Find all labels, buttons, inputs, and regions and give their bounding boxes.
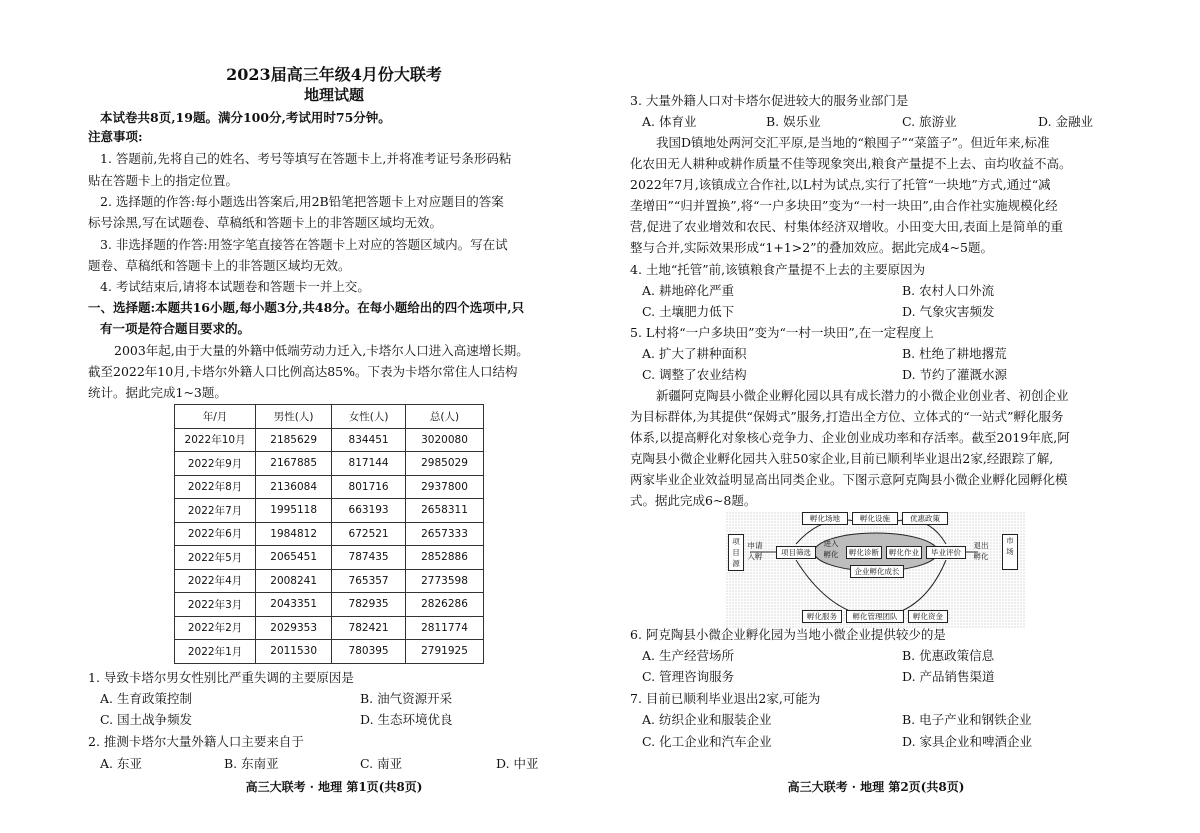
table-cell: 2022年5月 [175,546,256,570]
option-6d: D. 产品销售渠道 [902,669,995,684]
option-1a: A. 生育政策控制 [100,691,192,706]
option-4b: B. 农村人口外流 [902,283,995,298]
table-cell: 2985029 [406,452,484,476]
question-7-stem: 7. 目前已顺利毕业退出2家,可能为 [630,691,821,706]
table-row [175,428,484,452]
section-heading-cont: 有一项是符合题目要求的。 [100,321,251,336]
option-4c: C. 土壤肥力低下 [642,304,735,319]
option-3d: D. 金融业 [1038,114,1094,129]
table-cell: 1984812 [256,522,332,546]
table-cell: 2022年6月 [175,522,256,546]
page-2-footer: 高三大联考 · 地理 第2页(共8页) [787,780,965,794]
table-row [175,593,484,617]
table-row [175,569,484,593]
option-1c: C. 国土战争频发 [100,712,193,727]
option-5d: D. 节约了灌溉水源 [902,367,1008,382]
question-2-stem: 2. 推测卡塔尔大量外籍人口主要来自于 [88,734,304,749]
box-incubation-facilities: 孵化设施 [852,512,898,525]
option-5c: C. 调整了农业结构 [642,367,747,382]
notice-line: 4. 考试结束后,请将本试题卷和答题卡一并上交。 [100,279,370,294]
question-3-stem: 3. 大量外籍人口对卡塔尔促进较大的服务业部门是 [630,93,909,108]
table-header-row [175,405,484,429]
option-6b: B. 优惠政策信息 [902,648,995,663]
table-cell: 2826286 [406,593,484,617]
option-6c: C. 管理咨询服务 [642,669,735,684]
exam-subject: 地理试题 [303,86,364,104]
option-5a: A. 扩大了耕种面积 [642,346,747,361]
page-1-footer: 高三大联考 · 地理 第1页(共8页) [245,780,423,794]
table-cell: 2029353 [256,616,332,640]
passage-line: 截至2022年10月,卡塔尔外籍人口比例高达85%。下表为卡塔尔常住人口结构 [88,364,518,379]
passage-line: 我国D镇地处两河交汇平原,是当地的“粮囤子”“菜篮子”。但近年来,标准 [656,135,1050,150]
box-preferential-policy: 优惠政策 [902,512,948,525]
table-cell: 2773598 [406,569,484,593]
notice-line: 1. 答题前,先将自己的姓名、考号等填写在答题卡上,并将准考证号条形码粘 [100,151,512,166]
box-incubation-operation: 孵化作业 [886,546,922,559]
table-header-cell: 年/月 [175,405,256,429]
passage-line: 克陶县小微企业孵化园共入驻50家企业,目前已顺利毕业退出2家,经跟踪了解, [630,451,1054,466]
box-incubation-diagnosis: 孵化诊断 [846,546,882,559]
table-cell: 780395 [332,640,406,664]
table-cell: 2657333 [406,522,484,546]
label-exit-incubation: 退出孵化 [973,541,989,561]
passage-line: 2003年起,由于大量的外籍中低端劳动力迁入,卡塔尔人口进入高速增长期。 [114,343,529,358]
exam-intro: 本试卷共8页,19题。满分100分,考试用时75分钟。 [100,110,391,125]
table-cell: 817144 [332,452,406,476]
box-incubation-management-team: 孵化管理团队 [846,610,904,623]
option-6a: A. 生产经营场所 [642,648,734,663]
option-1d: D. 生态环境优良 [360,712,453,727]
table-cell: 2043351 [256,593,332,617]
table-cell: 765357 [332,569,406,593]
table-cell: 2185629 [256,428,332,452]
table-cell: 782935 [332,593,406,617]
table-cell: 782421 [332,616,406,640]
table-row [175,499,484,523]
option-2c: C. 南亚 [360,756,403,771]
passage-line: 两家毕业企业效益明显高出同类企业。下图示意阿克陶县小微企业孵化园孵化模 [630,472,1068,487]
table-row [175,616,484,640]
passage-line: 为目标群体,为其提供“保姆式”服务,打造出全方位、立体式的“一站式”孵化服务 [630,409,1064,424]
table-cell: 2167885 [256,452,332,476]
table-cell: 2022年9月 [175,452,256,476]
table-cell: 787435 [332,546,406,570]
option-7a: A. 纺织企业和服装企业 [642,712,772,727]
table-row [175,546,484,570]
option-7c: C. 化工企业和汽车企业 [642,734,772,749]
option-4a: A. 耕地碎化严重 [642,283,734,298]
option-2a: A. 东亚 [100,756,142,771]
box-enterprise-growth: 企业孵化成长 [850,565,904,578]
box-project-screening: 项目筛选 [776,546,816,559]
label-apply-incubation: 申请入孵 [747,541,763,561]
question-5-stem: 5. L村将“一户多块田”变为“一村一块田”,在一定程度上 [630,325,934,340]
passage-line: 营,促进了农业增效和农民、村集体经济双增收。小田变大田,表面上是简单的重 [630,219,1063,234]
table-cell: 2022年4月 [175,569,256,593]
passage-line: 垄增田”“归并置换”,将“一户多块田”变为“一村一块田”,由合作社实施规模化经 [630,198,1058,213]
box-project-source: 项目源 [728,534,744,571]
table-cell: 2022年8月 [175,475,256,499]
option-4d: D. 气象灾害频发 [902,304,995,319]
label-enter-incubation: 进入孵化 [823,539,839,559]
passage-line: 整与合并,实际效果形成“1+1>2”的叠加效应。据此完成4~5题。 [630,240,993,255]
table-row [175,522,484,546]
passage-line: 新疆阿克陶县小微企业孵化园以具有成长潜力的小微企业创业者、初创企业 [656,388,1069,403]
notice-line: 2. 选择题的作答:每小题选出答案后,用2B铅笔把答题卡上对应题目的答案 [100,194,504,209]
option-2d: D. 中亚 [496,756,539,771]
box-incubation-service: 孵化服务 [802,610,842,623]
notice-line: 题卷、草稿纸和答题卡上的非答题区域均无效。 [88,258,351,273]
table-cell: 2011530 [256,640,332,664]
passage-line: 2022年7月,该镇成立合作社,以L村为试点,实行了托管“一块地”方式,通过“减 [630,177,1051,192]
table-row [175,475,484,499]
incubation-diagram [726,512,1026,638]
table-cell: 2022年1月 [175,640,256,664]
table-cell: 2022年3月 [175,593,256,617]
section-heading: 一、选择题:本题共16小题,每小题3分,共48分。在每小题给出的四个选项中,只 [88,300,525,315]
table-header-cell: 女性(人) [332,405,406,429]
notice-line: 3. 非选择题的作答:用签字笔直接答在答题卡上对应的答题区域内。写在试 [100,237,508,252]
table-cell: 2136084 [256,475,332,499]
table-cell: 663193 [332,499,406,523]
box-incubation-site: 孵化场地 [802,512,848,525]
box-graduation-evaluation: 毕业评价 [926,546,966,559]
passage-line: 统计。据此完成1~3题。 [88,385,227,400]
notice-line: 标号涂黑,写在试题卷、草稿纸和答题卡上的非答题区域均无效。 [88,215,442,230]
notice-heading: 注意事项: [88,129,143,144]
box-market: 市场 [1002,534,1018,570]
notice-line: 贴在答题卡上的指定位置。 [88,173,239,188]
table-row [175,452,484,476]
table-cell: 2065451 [256,546,332,570]
table-header-cell: 男性(人) [256,405,332,429]
page-1 [88,0,580,833]
table-cell: 2022年10月 [175,428,256,452]
question-4-stem: 4. 土地“托管”前,该镇粮食产量提不上去的主要原因为 [630,262,926,277]
passage-line: 体系,以提高孵化对象核心竞争力、企业创业成功率和存活率。截至2019年底,阿 [630,430,1070,445]
option-3a: A. 体育业 [642,114,697,129]
table-cell: 2852886 [406,546,484,570]
table-cell: 3020080 [406,428,484,452]
table-cell: 672521 [332,522,406,546]
option-5b: B. 杜绝了耕地撂荒 [902,346,1007,361]
exam-title: 2023届高三年级4月份大联考 [226,65,442,84]
question-6-stem: 6. 阿克陶县小微企业孵化园为当地小微企业提供较少的是 [630,627,946,642]
option-1b: B. 油气资源开采 [360,691,453,706]
table-cell: 2791925 [406,640,484,664]
table-cell: 2022年2月 [175,616,256,640]
passage-line: 化农田无人耕种或耕作质量不佳等现象突出,粮食产量提不上去、亩均收益不高。 [630,156,1072,171]
table-cell: 2811774 [406,616,484,640]
option-7b: B. 电子产业和钢铁企业 [902,712,1032,727]
option-2b: B. 东南亚 [224,756,279,771]
option-3b: B. 娱乐业 [766,114,821,129]
table-cell: 801716 [332,475,406,499]
table-cell: 2937800 [406,475,484,499]
option-3c: C. 旅游业 [902,114,957,129]
question-1-stem: 1. 导致卡塔尔男女性别比严重失调的主要原因是 [88,670,354,685]
table-cell: 2658311 [406,499,484,523]
table-row [175,640,484,664]
passage-line: 式。据此完成6~8题。 [630,493,757,508]
table-cell: 1995118 [256,499,332,523]
page-2 [630,0,1122,833]
box-incubation-funds: 孵化资金 [908,610,948,623]
population-table [174,404,484,664]
table-cell: 2022年7月 [175,499,256,523]
table-cell: 834451 [332,428,406,452]
table-header-cell: 总(人) [406,405,484,429]
table-cell: 2008241 [256,569,332,593]
option-7d: D. 家具企业和啤酒企业 [902,734,1033,749]
